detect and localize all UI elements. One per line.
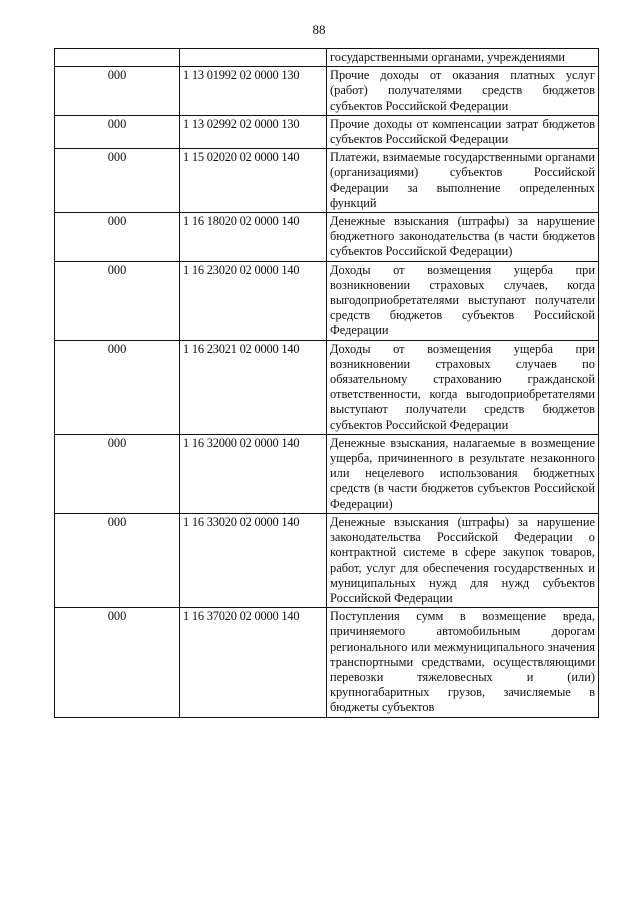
revenue-code-cell: 1 16 23020 02 0000 140 [180,261,327,340]
admin-code-cell: 000 [55,115,180,148]
table-row [55,115,599,148]
table-row [55,340,599,434]
revenue-code-cell: 1 16 18020 02 0000 140 [180,213,327,262]
revenue-code-cell: 1 16 32000 02 0000 140 [180,434,327,513]
revenue-code-cell: 1 16 33020 02 0000 140 [180,513,327,607]
table-row [55,434,599,513]
table-row [55,213,599,262]
revenue-code-cell [180,49,327,67]
table-row [55,513,599,607]
description-cell: Поступления сумм в возмещение вреда, причиняемого автомобильным дорогам регионального или межмуниципального значения транспортными средствами, осуществляющими перевозки тяжеловесных и (или) крупногабаритных грузов, зачисляемые в бюджеты субъектов [327,608,599,717]
description-cell: Денежные взыскания, налагаемые в возмещение ущерба, причиненного в результате незаконного или нецелевого использования бюджетных средств (в части бюджетов субъектов Российской Федерации) [327,434,599,513]
description-cell: Денежные взыскания (штрафы) за нарушение бюджетного законодательства (в части бюджетов субъектов Российской Федерации) [327,213,599,262]
revenue-code-cell: 1 15 02020 02 0000 140 [180,149,327,213]
description-cell: Прочие доходы от оказания платных услуг (работ) получателями средств бюджетов субъектов Российской Федерации [327,67,599,116]
description-cell: Доходы от возмещения ущерба при возникновении страховых случаев, когда выгодоприобретателями выступают получатели средств бюджетов субъектов Российской Федерации [327,261,599,340]
revenue-code-cell: 1 13 01992 02 0000 130 [180,67,327,116]
admin-code-cell: 000 [55,608,180,717]
revenue-code-cell: 1 16 23021 02 0000 140 [180,340,327,434]
description-cell: Доходы от возмещения ущерба при возникновении страховых случаев по обязательному страхованию гражданской ответственности, когда выгодоприобретателями выступают получатели средств бюджетов субъектов Российской Федерации [327,340,599,434]
revenue-codes-table [54,48,599,718]
revenue-code-cell: 1 13 02992 02 0000 130 [180,115,327,148]
revenue-code-cell: 1 16 37020 02 0000 140 [180,608,327,717]
admin-code-cell [55,49,180,67]
admin-code-cell: 000 [55,149,180,213]
table-row [55,49,599,67]
admin-code-cell: 000 [55,67,180,116]
admin-code-cell: 000 [55,261,180,340]
description-cell: Денежные взыскания (штрафы) за нарушение законодательства Российской Федерации о контрактной системе в сфере закупок товаров, работ, услуг для обеспечения государственных и муниципальных нужд для нужд субъектов Российской Федерации [327,513,599,607]
page-number: 88 [312,22,326,37]
table-row [55,149,599,213]
admin-code-cell: 000 [55,513,180,607]
admin-code-cell: 000 [55,213,180,262]
table-row [55,608,599,717]
description-cell: Платежи, взимаемые государственными органами (организациями) субъектов Российской Федерации за выполнение определенных функций [327,149,599,213]
table-row [55,261,599,340]
admin-code-cell: 000 [55,340,180,434]
description-cell: государственными органами, учреждениями [327,49,599,67]
admin-code-cell: 000 [55,434,180,513]
description-cell: Прочие доходы от компенсации затрат бюджетов субъектов Российской Федерации [327,115,599,148]
table-row [55,67,599,116]
